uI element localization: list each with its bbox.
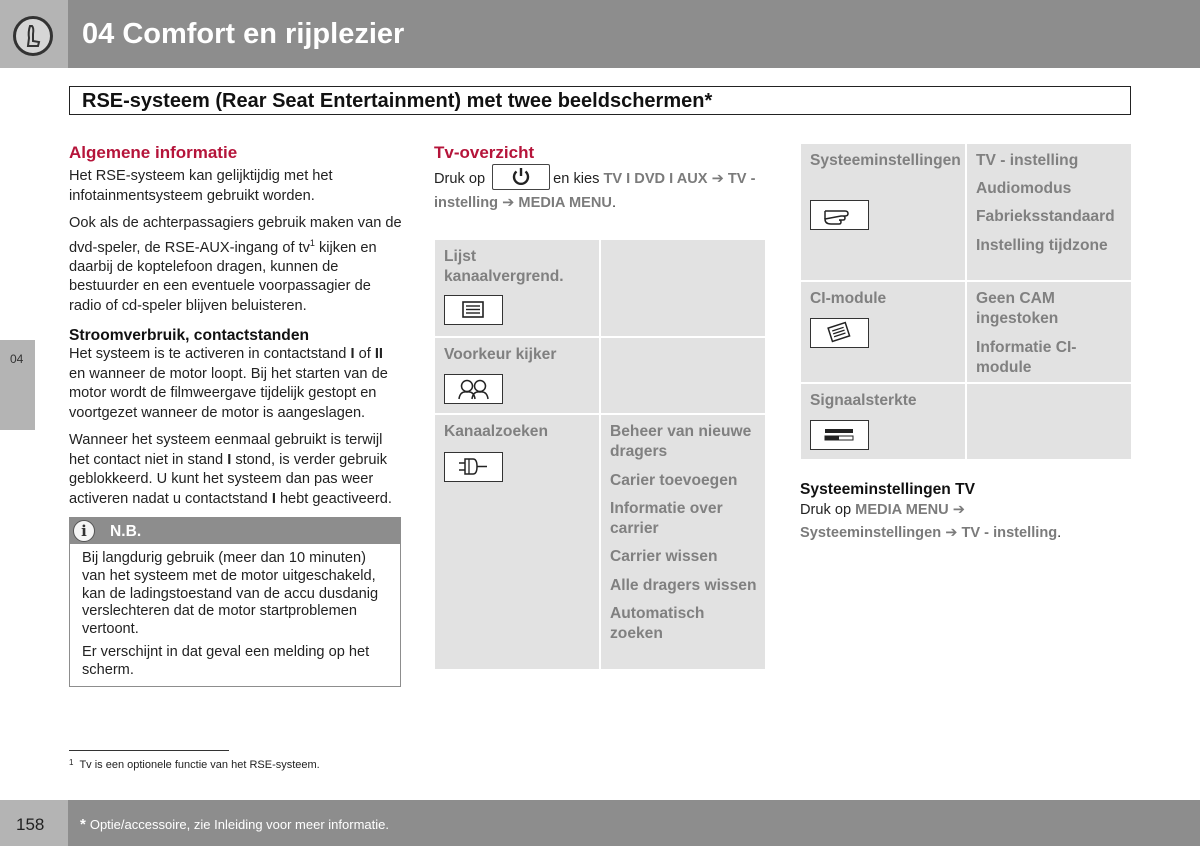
menu-cell-channel-search-items (601, 415, 765, 669)
menu-label-viewer-preference: Voorkeur kijker (444, 346, 557, 363)
submenu-item-auto-search[interactable]: Automatisch zoeken (610, 605, 705, 642)
footer-star: * (80, 816, 86, 833)
info-icon: i (73, 520, 95, 542)
blocked-text-c: stond, is verder gebruik geblokkeerd. U kunt het systeem dan pas weer activeren nadat u contactstand (69, 451, 388, 507)
submenu-item-tv-setting[interactable]: TV - instelling (976, 152, 1079, 169)
paragraph-intro: Het RSE-systeem kan gelijktijdig met het infotainmentsysteem gebruikt worden. (69, 168, 333, 204)
menu-label-ci-module: CI-module (810, 290, 887, 307)
ignition-position-2: II (374, 346, 383, 363)
paragraph-passengers (69, 214, 402, 316)
antenna-plug-icon (444, 452, 503, 482)
footnote-mark: 1 (69, 758, 74, 767)
submenu-item-manage-carriers[interactable]: Beheer van nieuwe dragers (610, 423, 752, 460)
submenu-list (976, 151, 1126, 256)
arrow-icon: ➔ (952, 502, 965, 518)
ignition-text-c: of (354, 346, 375, 363)
blocked-position-a: I (227, 451, 232, 468)
press-text: Druk op (800, 502, 856, 518)
menu-cell-empty (601, 240, 765, 336)
arrow-icon: ➔ (711, 170, 724, 187)
submenu-item-timezone[interactable]: Instelling tijdzone (976, 237, 1108, 254)
instruction-text-b: en kies (553, 170, 604, 187)
menu-path-media-menu: MEDIA MENU (518, 195, 612, 211)
footnote (69, 758, 320, 771)
power-icon (510, 166, 532, 188)
signal-bars-icon (810, 420, 869, 450)
submenu-item-ci-info[interactable]: Informatie CI-module (976, 339, 1077, 376)
note-paragraph-2: Er verschijnt in dat geval een melding op het scherm. (82, 644, 370, 678)
menu-path-tv-setting: TV - instelling (434, 170, 756, 211)
chapter-title: 04 Comfort en rijplezier (82, 18, 405, 50)
page-number: 158 (16, 815, 45, 834)
tv-setting-path: TV - instelling (961, 525, 1058, 541)
footnote-ref: 1 (309, 237, 315, 248)
viewers-icon (444, 374, 503, 404)
menu-cell-empty (967, 384, 1131, 459)
menu-cell-ci-module[interactable] (801, 282, 965, 382)
ignition-text-e: en wanneer de motor loopt. Bij het starten van de motor wordt de filmweergave tijdelijk gestopt en voortgezet wanneer de motor is aangeslagen. (69, 365, 388, 421)
footer-note-text: Optie/accessoire, zie Inleiding voor meer informatie. (89, 817, 389, 832)
footnote-rule (69, 750, 229, 751)
menu-cell-empty (601, 338, 765, 413)
menu-path-source: TV I DVD I AUX (603, 170, 708, 187)
submenu-list (976, 289, 1116, 378)
note-paragraph-1: Bij langdurig gebruik (meer dan 10 minuten) van het systeem met de motor uitgeschakeld, kan de ladingstoestand van de accu dusdanig verslechteren dat de motor startproblemen vertoont. (82, 550, 379, 637)
heading-general-info: Algemene informatie (69, 143, 238, 162)
channel-list-icon (444, 295, 503, 325)
ci-card-icon (810, 318, 869, 348)
menu-cell-ci-module-items (967, 282, 1131, 382)
menu-cell-channel-search[interactable] (435, 415, 599, 669)
arrow-icon: ➔ (502, 195, 515, 211)
submenu-item-factory-default[interactable]: Fabrieksstandaard (976, 208, 1115, 225)
submenu-item-audio-mode[interactable]: Audiomodus (976, 180, 1072, 197)
note-box (69, 517, 401, 686)
menu-label-channel-lock: Lijst kanaalvergrend. (444, 248, 564, 285)
submenu-item-add-carrier[interactable]: Carier toevoegen (610, 472, 738, 489)
tv-overview-instruction (434, 166, 769, 215)
system-settings-line-2 (800, 522, 1130, 545)
ignition-text-a: Het systeem is te activeren in contactstand (69, 346, 351, 363)
system-settings-path: Systeeminstellingen (800, 525, 942, 541)
note-body (70, 544, 400, 685)
footnote-text: Tv is een optionele functie van het RSE-systeem. (79, 759, 320, 771)
paragraph-passengers-b: kijken en daarbij de koptelefoon dragen, kunnen de bestuurder en een eventuele voorpassagier de radio of cd-speler blijven beluisteren. (69, 239, 377, 314)
media-menu-path: MEDIA MENU (855, 502, 949, 518)
menu-cell-system-settings-items (967, 144, 1131, 280)
hand-pointer-icon (810, 200, 869, 230)
line-period: . (1057, 525, 1062, 541)
system-settings-tv (800, 480, 1130, 545)
footer-note (80, 816, 389, 833)
seat-icon (13, 16, 53, 56)
ignition-position-1: I (350, 346, 355, 363)
submenu-item-carrier-info[interactable]: Informatie over carrier (610, 500, 723, 537)
heading-power-consumption: Stroomverbruik, contactstanden (69, 327, 310, 345)
chapter-side-tab-label: 04 (10, 352, 24, 366)
power-button[interactable] (492, 164, 550, 190)
submenu-item-delete-carrier[interactable]: Carrier wissen (610, 548, 718, 565)
header-tab (0, 0, 68, 68)
instruction-text-a: Druk op (434, 170, 486, 187)
note-title: N.B. (110, 523, 142, 541)
submenu-list (610, 422, 760, 644)
paragraph-blocked (69, 431, 402, 509)
system-settings-line-1 (800, 499, 1130, 522)
submenu-item-no-cam[interactable]: Geen CAM ingestoken (976, 290, 1059, 327)
submenu-item-delete-all[interactable]: Alle dragers wissen (610, 577, 757, 594)
menu-label-signal-strength: Signaalsterkte (810, 392, 917, 409)
blocked-text-e: hebt geactiveerd. (275, 490, 392, 507)
blocked-position-b: I (271, 490, 276, 507)
menu-label-system-settings: Systeeminstellingen (810, 152, 961, 169)
blocked-text-a: Wanneer het systeem eenmaal gebruikt is terwijl het contact niet in stand (69, 432, 383, 468)
column-tv-overview (434, 143, 769, 215)
heading-tv-overview: Tv-overzicht (434, 143, 535, 162)
menu-cell-viewer-preference[interactable] (435, 338, 599, 413)
heading-system-settings-tv: Systeeminstellingen TV (800, 481, 976, 498)
arrow-icon: ➔ (945, 525, 958, 541)
menu-label-channel-search: Kanaalzoeken (444, 423, 549, 440)
paragraph-passengers-a: Ook als de achterpassagiers gebruik maken van de dvd-speler, de RSE-AUX-ingang of tv (69, 215, 402, 256)
column-general-info (69, 143, 402, 687)
menu-cell-channel-lock[interactable] (435, 240, 599, 336)
instruction-period: . (611, 195, 616, 211)
section-title: RSE-systeem (Rear Seat Entertainment) met twee beeldschermen* (69, 86, 1131, 115)
paragraph-ignition (69, 345, 402, 423)
menu-cell-signal-strength[interactable] (801, 384, 965, 459)
menu-cell-system-settings[interactable] (801, 144, 965, 280)
note-header (70, 518, 400, 544)
